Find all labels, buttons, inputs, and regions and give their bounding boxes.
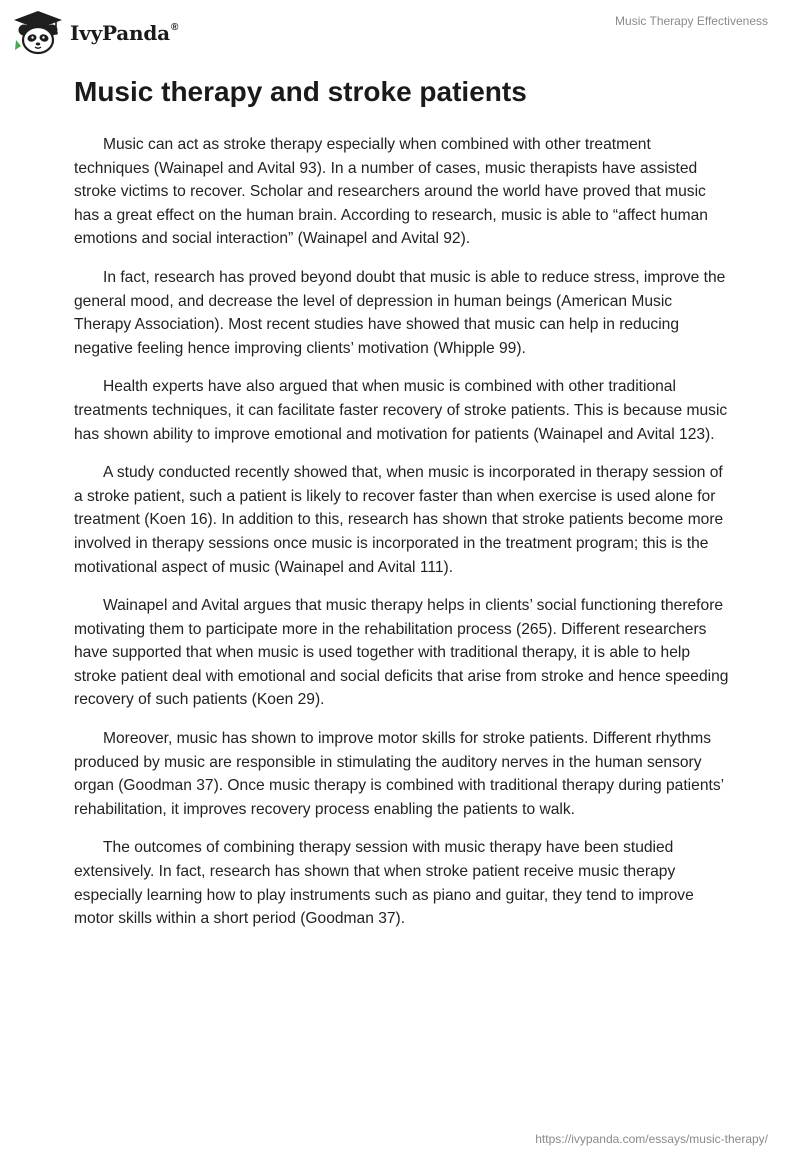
paragraph-1: Music can act as stroke therapy especially when combined with other treatment techniques (Wainapel and Avital 93). In a number of cases, music therapists have assisted stroke victims to recover. Scholar and researchers around the world have proved that music has a great effect on the human brain. According to research, music is able to “affect human emotions and social interaction” (Wainapel and Avital 92). <box>74 136 708 248</box>
paragraph-5: Wainapel and Avital argues that music therapy helps in clients’ social functioning therefore motivating them to participate more in the rehabilitation process (265). Different researchers have supported that when music is used together with traditional therapy, it is able to help stroke patient deal with emotional and social deficits that arise from stroke and hence speeding recovery of such patients (Koen 29). <box>74 597 729 709</box>
paragraph-3: Health experts have also argued that when music is combined with other traditional treatments techniques, it can facilitate faster recovery of stroke patients. This is because music has shown ability to improve emotional and motivation for patients (Wainapel and Avital 123). <box>74 378 728 443</box>
paragraph-7: The outcomes of combining therapy session with music therapy have been studied extensively. In fact, research has shown that when stroke patient receive music therapy especially learning how to play instruments such as piano and guitar, they tend to improve motor skills within a short period (Goodman 37). <box>74 839 694 928</box>
brand-logo[interactable] <box>12 10 178 56</box>
article-body <box>74 133 729 946</box>
source-url[interactable]: https://ivypanda.com/essays/music-therapy/ <box>535 1132 768 1146</box>
paragraph-6: Moreover, music has shown to improve motor skills for stroke patients. Different rhythms produced by music are responsible in stimulating the auditory nerves in the human sensory organ (Goodman 37). Once music therapy is combined with traditional therapy during patients’ rehabilitation, it improves recovery process enabling the patients to walk. <box>74 730 724 818</box>
paragraph-4: A study conducted recently showed that, when music is incorporated in therapy session of a stroke patient, such a patient is likely to recover faster than when exercise is used alone for treatment (Koen 16). In addition to this, research has shown that stroke patients become more involved in therapy sessions once music is incorporated in the treatment program; this is the motivational aspect of music (Wainapel and Avital 111). <box>74 464 724 576</box>
running-title: Music Therapy Effectiveness <box>615 14 768 28</box>
panda-graduate-icon <box>12 10 64 56</box>
paragraph-2: In fact, research has proved beyond doubt that music is able to reduce stress, improve the general mood, and decrease the level of depression in human beings (American Music Therapy Association). Most recent studies have showed that music can help in reducing negative feeling hence improving clients’ motivation (Whipple 99). <box>74 268 726 357</box>
brand-name: IvyPanda® <box>70 21 179 45</box>
page-title: Music therapy and stroke patients <box>74 76 527 107</box>
